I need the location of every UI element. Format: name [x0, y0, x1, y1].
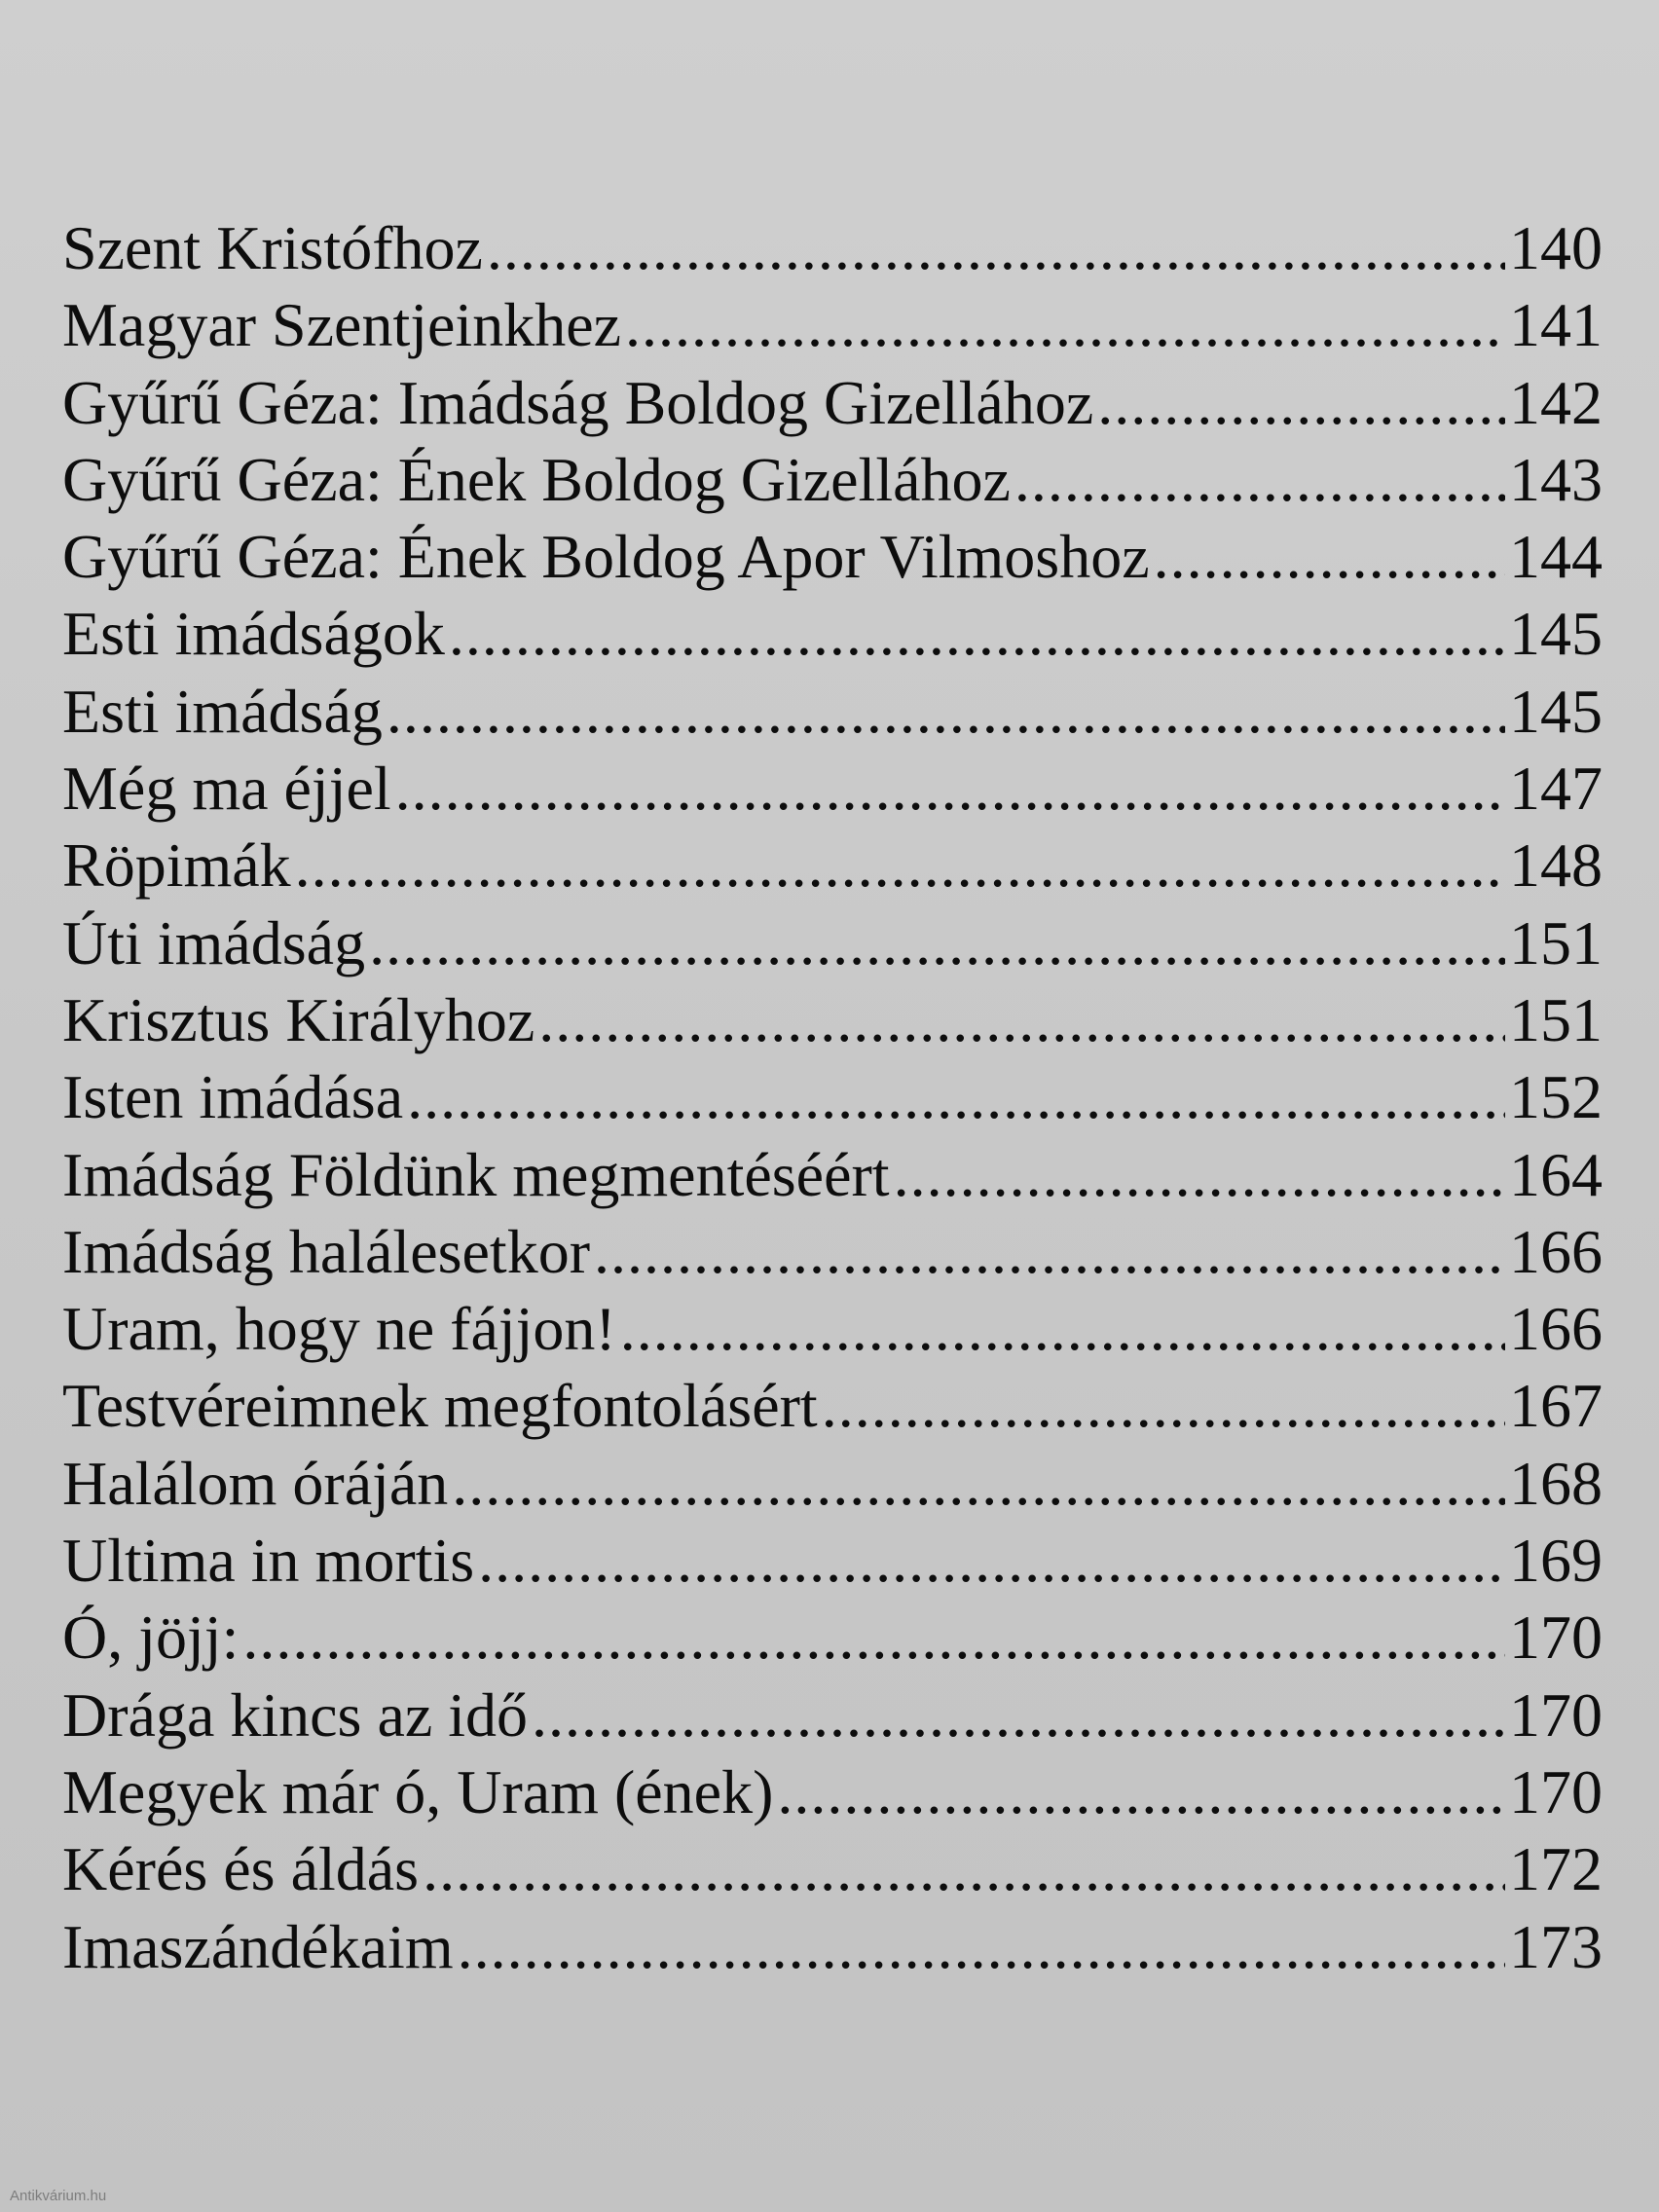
dot-leader [387, 673, 1505, 750]
dot-leader [620, 1290, 1505, 1367]
toc-entry-page: 151 [1509, 907, 1603, 977]
dot-leader [1154, 518, 1505, 595]
toc-entry-title: Testvéreimnek megfontolásért [62, 1371, 818, 1441]
toc-entry-title: Isten imádása [62, 1062, 404, 1132]
toc-entry [62, 673, 1603, 750]
toc-entry-page: 151 [1509, 984, 1603, 1054]
toc-entry-title: Gyűrű Géza: Ének Boldog Gizellához [62, 444, 1011, 514]
toc-entry [62, 1522, 1603, 1599]
site-watermark: Antikvárium.hu [10, 2188, 107, 2204]
dot-leader [894, 1136, 1505, 1213]
toc-entry-page: 145 [1509, 676, 1603, 746]
dot-leader [395, 750, 1505, 827]
toc-entry-title: Drága kincs az idő [62, 1679, 529, 1750]
toc-entry [62, 1908, 1603, 1985]
toc-entry [62, 1058, 1603, 1135]
toc-entry-page: 143 [1509, 444, 1603, 514]
toc-entry-page: 166 [1509, 1294, 1603, 1364]
toc-entry [62, 1213, 1603, 1290]
dot-leader [458, 1908, 1505, 1985]
toc-entry-title: Halálom óráján [62, 1448, 449, 1518]
toc-entry [62, 1599, 1603, 1676]
toc-entry-title: Uram, hogy ne fájjon! [62, 1294, 616, 1364]
toc-entry-title: Imádság Földünk megmentéséért [62, 1139, 890, 1209]
toc-entry-page: 173 [1509, 1911, 1603, 1981]
toc-entry [62, 1830, 1603, 1907]
dot-leader [423, 1830, 1505, 1907]
dot-leader [625, 286, 1505, 363]
toc-entry-page: 169 [1509, 1526, 1603, 1596]
toc-entry-title: Gyűrű Géza: Ének Boldog Apor Vilmoshoz [62, 522, 1150, 592]
toc-entry-page: 167 [1509, 1371, 1603, 1441]
toc-entry-title: Ó, jöjj: [62, 1603, 240, 1673]
toc-entry-title: Szent Kristófhoz [62, 213, 483, 282]
toc-entry-page: 172 [1509, 1834, 1603, 1904]
toc-entry-page: 144 [1509, 522, 1603, 592]
toc-entry-title: Röpimák [62, 830, 291, 901]
toc-entry [62, 286, 1603, 363]
dot-leader [594, 1213, 1505, 1290]
toc-entry-page: 152 [1509, 1062, 1603, 1132]
toc-entry-title: Magyar Szentjeinkhez [62, 290, 621, 360]
toc-entry-title: Esti imádság [62, 676, 383, 746]
dot-leader [449, 595, 1505, 672]
dot-leader [369, 904, 1505, 981]
toc-entry [62, 1677, 1603, 1753]
toc-entry [62, 904, 1603, 981]
toc-entry [62, 518, 1603, 595]
toc-entry-title: Imádság halálesetkor [62, 1216, 590, 1286]
toc-entry [62, 1445, 1603, 1522]
toc-entry-page: 141 [1509, 290, 1603, 360]
toc-entry-title: Gyűrű Géza: Imádság Boldog Gizellához [62, 367, 1094, 437]
dot-leader [478, 1522, 1505, 1599]
dot-leader [532, 1677, 1505, 1753]
toc-entry-title: Imaszándékaim [62, 1911, 454, 1981]
dot-leader [295, 827, 1505, 903]
toc-entry-title: Megyek már ó, Uram (ének) [62, 1756, 774, 1826]
toc-entry-page: 147 [1509, 754, 1603, 824]
toc-entry [62, 1753, 1603, 1830]
toc-entry-title: Kérés és áldás [62, 1834, 420, 1904]
toc-entry-page: 142 [1509, 367, 1603, 437]
dot-leader [242, 1599, 1505, 1676]
toc-entry-title: Esti imádságok [62, 599, 445, 669]
toc-entry [62, 364, 1603, 441]
toc-entry-title: Ultima in mortis [62, 1526, 475, 1596]
toc-entry-page: 145 [1509, 599, 1603, 669]
toc-entry [62, 1136, 1603, 1213]
dot-leader [1014, 441, 1505, 518]
dot-leader [452, 1445, 1505, 1522]
toc-entry [62, 1290, 1603, 1367]
toc-entry-title: Úti imádság [62, 907, 366, 977]
toc-entry-title: Krisztus Királyhoz [62, 984, 535, 1054]
toc-entry-page: 170 [1509, 1756, 1603, 1826]
toc-entry [62, 1367, 1603, 1444]
toc-entry-page: 168 [1509, 1448, 1603, 1518]
toc-entry-page: 166 [1509, 1216, 1603, 1286]
toc-entry-page: 170 [1509, 1679, 1603, 1750]
toc-entry [62, 441, 1603, 518]
toc-entry-page: 148 [1509, 830, 1603, 901]
toc-entry [62, 595, 1603, 672]
toc-entry-page: 164 [1509, 1139, 1603, 1209]
dot-leader [1097, 364, 1505, 441]
dot-leader [538, 981, 1505, 1058]
dot-leader [777, 1753, 1505, 1830]
toc-entry [62, 981, 1603, 1058]
toc-entry [62, 750, 1603, 827]
table-of-contents [62, 209, 1603, 1985]
dot-leader [822, 1367, 1505, 1444]
toc-entry-page: 170 [1509, 1603, 1603, 1673]
dot-leader [407, 1058, 1505, 1135]
toc-entry [62, 827, 1603, 903]
dot-leader [487, 209, 1505, 286]
toc-entry [62, 209, 1603, 286]
toc-entry-title: Még ma éjjel [62, 754, 391, 824]
toc-entry-page: 140 [1509, 213, 1603, 282]
